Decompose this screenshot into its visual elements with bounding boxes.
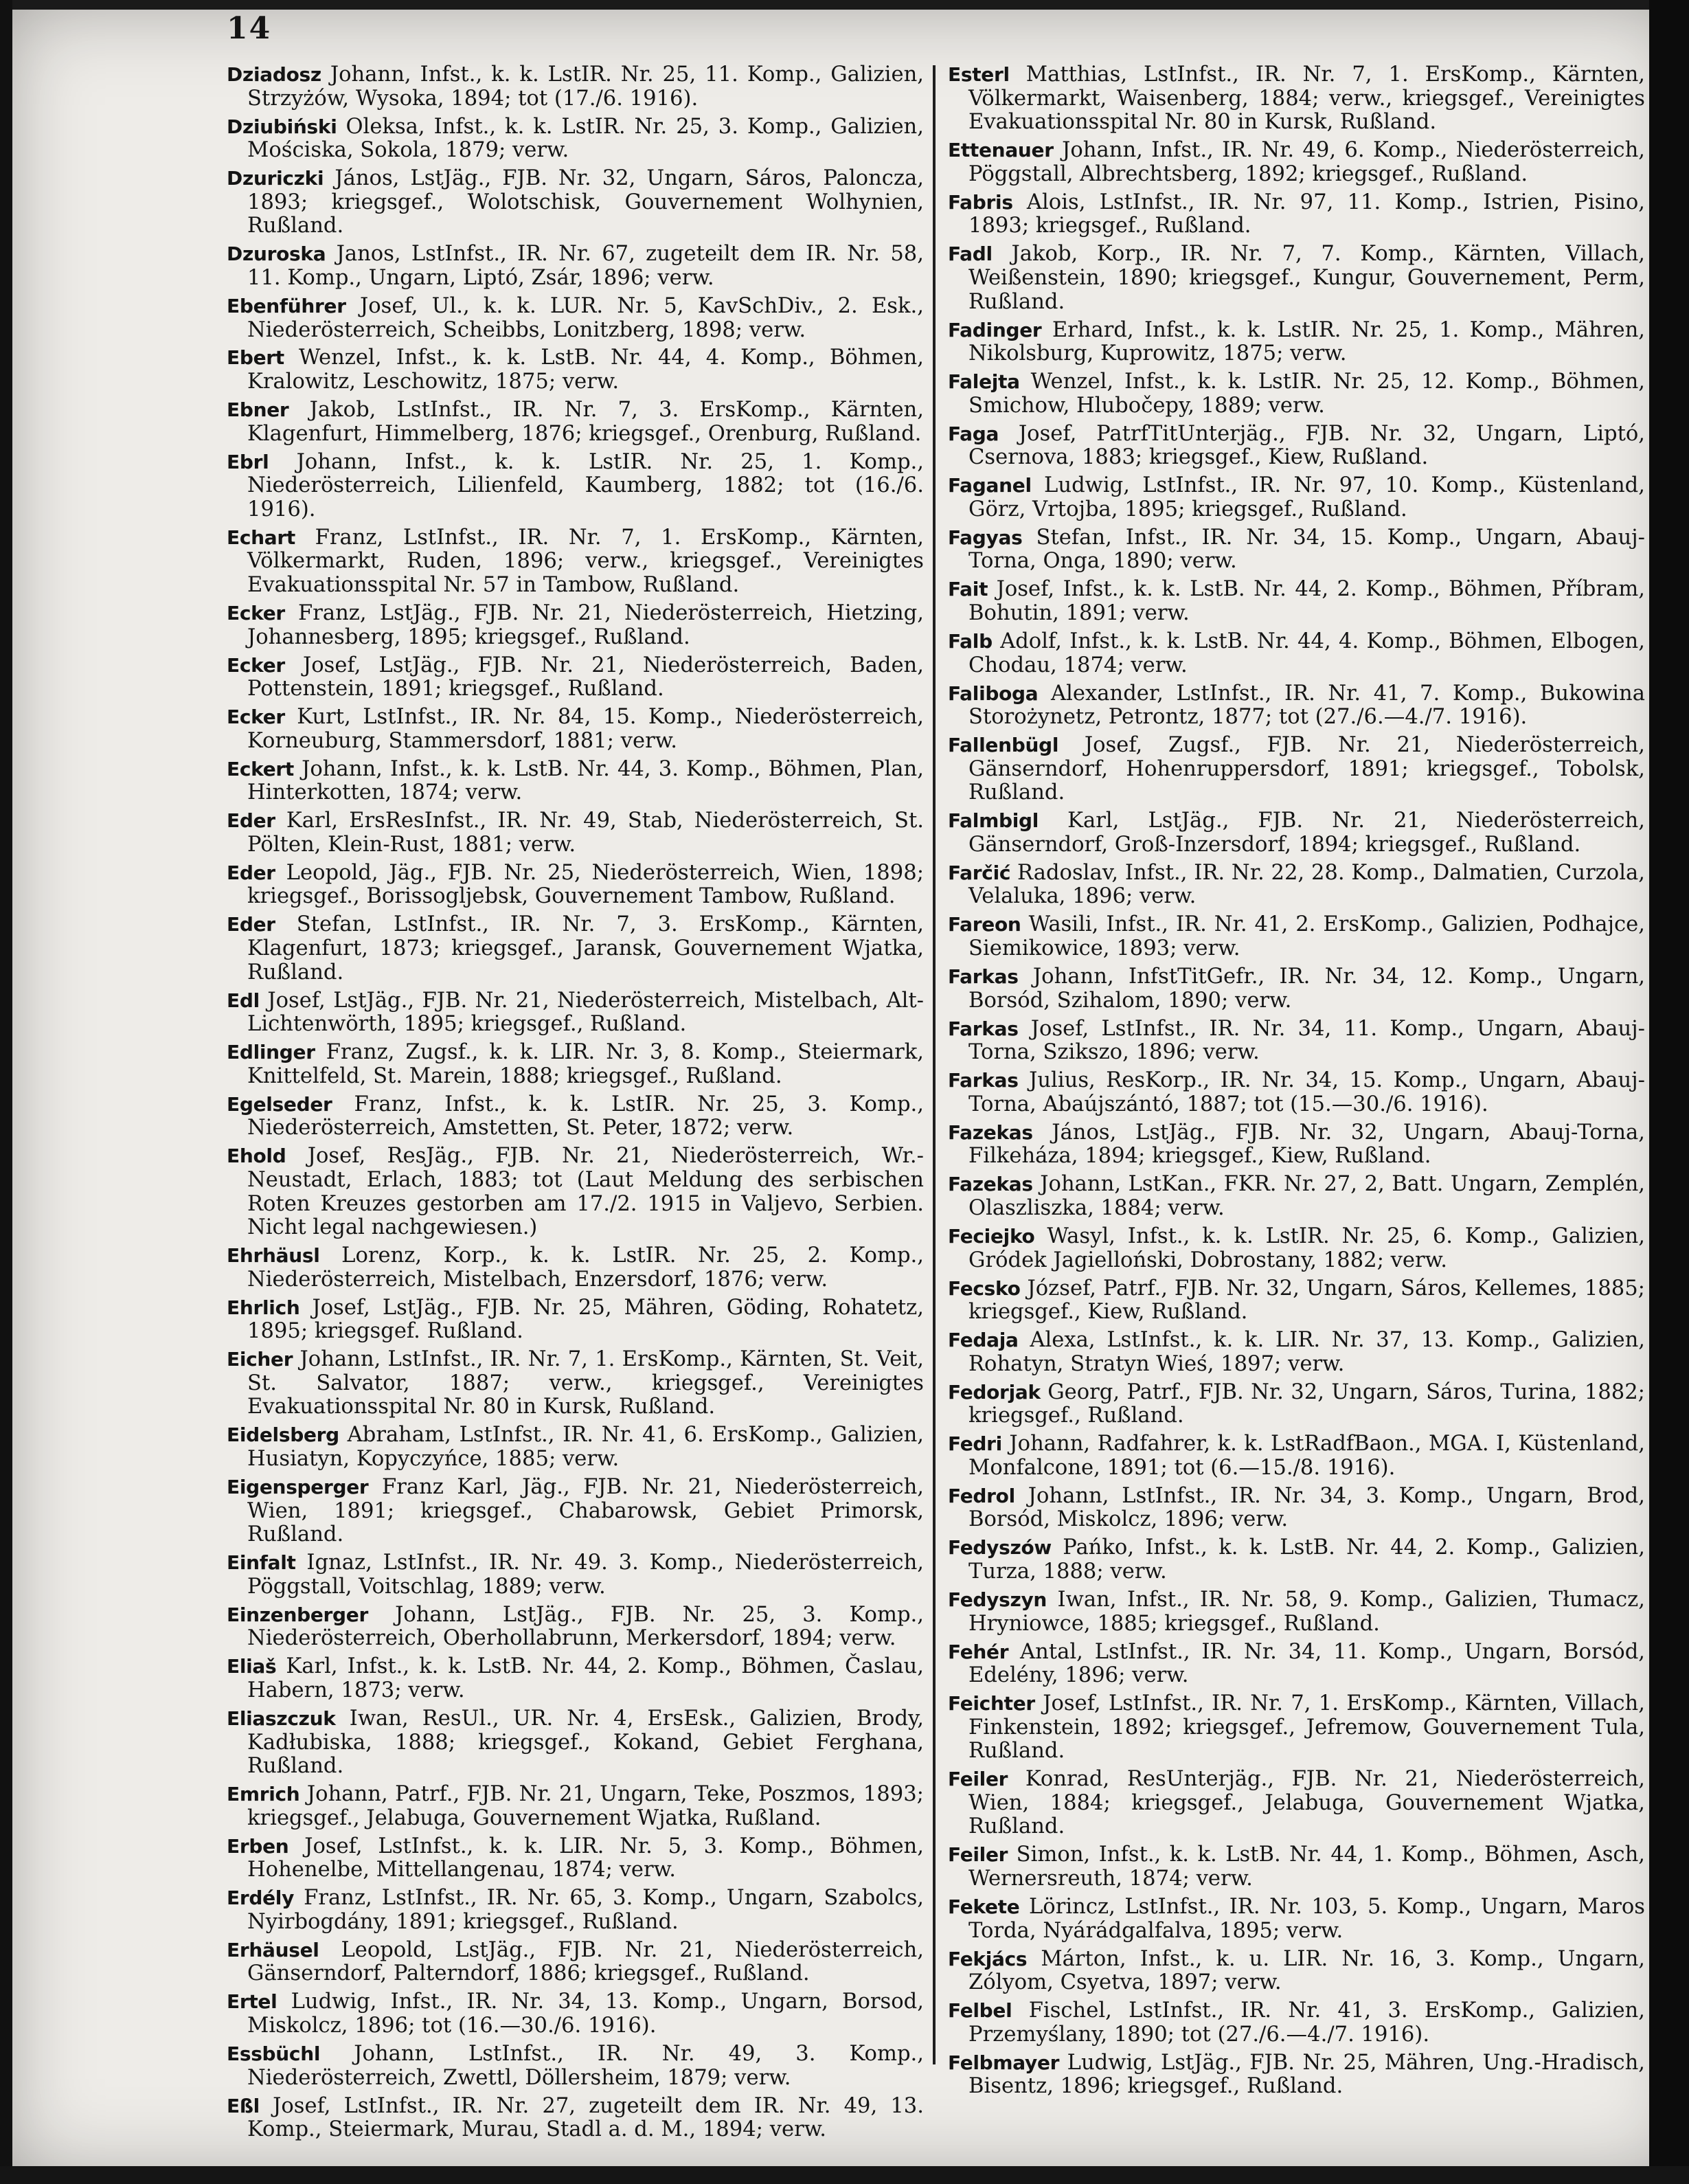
entry-surname: Farkas: [948, 1069, 1019, 1092]
list-entry: [948, 1948, 1645, 1995]
list-entry: [948, 1121, 1645, 1169]
list-entry: [227, 1244, 924, 1292]
list-entry: [948, 1895, 1645, 1943]
entry-details: Stefan, LstInfst., IR. Nr. 7, 3. ErsKomp., Kärnten, Klagenfurt, 1873; kriegsgef., Jaransk, Gouvernement Wjatka, Rußland.: [247, 912, 924, 984]
list-entry: [948, 1588, 1645, 1636]
entry-surname: Ebenführer: [227, 294, 346, 317]
entry-details: Franz, Zugsf., k. k. LIR. Nr. 3, 8. Komp., Steiermark, Knittelfeld, St. Marein, 1888; kriegsgef., Rußland.: [247, 1040, 924, 1088]
list-entry: [227, 1835, 924, 1882]
scan-edge-left: [0, 0, 12, 2184]
list-entry: [227, 1655, 924, 1702]
entry-surname: Ecker: [227, 601, 285, 624]
list-entry: [948, 319, 1645, 366]
entry-details: Ludwig, Infst., IR. Nr. 34, 13. Komp., Ungarn, Borsod, Miskolcz, 1896; tot (16.—30./6. 1916).: [247, 1990, 924, 2038]
entry-details: Josef, LstJäg., FJB. Nr. 21, Niederösterreich, Mistelbach, Alt-Lichtenwörth, 1895; kriegsgef., Rußland.: [247, 988, 924, 1037]
list-entry: [948, 1017, 1645, 1065]
entry-details: Oleksa, Infst., k. k. LstIR. Nr. 25, 3. Komp., Galizien, Mościska, Sokola, 1879; verw.: [247, 114, 924, 163]
entry-details: Johann, Infst., IR. Nr. 49, 6. Komp., Niederösterreich, Pöggstall, Albrechtsberg, 1892; kriegsgef., Rußland.: [968, 138, 1645, 186]
list-entry: [227, 167, 924, 238]
list-entry: [948, 1432, 1645, 1480]
list-entry: [948, 1536, 1645, 1584]
entry-details: Simon, Infst., k. k. LstB. Nr. 44, 1. Komp., Böhmen, Asch, Wernersreuth, 1874; verw.: [968, 1843, 1645, 1891]
entry-details: Josef, Infst., k. k. LstB. Nr. 44, 2. Komp., Böhmen, Příbram, Bohutin, 1891; verw.: [968, 577, 1645, 625]
entry-surname: Eder: [227, 861, 275, 884]
list-entry: [948, 243, 1645, 314]
entry-surname: Eidelsberg: [227, 1423, 339, 1447]
entry-details: Wenzel, Infst., k. k. LstB. Nr. 44, 4. Komp., Böhmen, Kralowitz, Leschowitz, 1875; verw.: [247, 346, 924, 394]
entry-details: Georg, Patrf., FJB. Nr. 32, Ungarn, Sáros, Turina, 1882; kriegsgef., Rußland.: [968, 1380, 1645, 1428]
entry-details: Josef, LstInfst., IR. Nr. 7, 1. ErsKomp., Kärnten, Villach, Finkenstein, 1892; kriegsgef., Jefremow, Gouvernement Tula, Rußland.: [968, 1691, 1645, 1764]
list-entry: [948, 1225, 1645, 1272]
entry-details: Julius, ResKorp., IR. Nr. 34, 15. Komp., Ungarn, Abauj-Torna, Abaújszántó, 1887; tot (15.—30./6. 1916).: [968, 1068, 1645, 1116]
list-entry: [948, 809, 1645, 857]
list-entry: [227, 1783, 924, 1830]
entry-surname: Egelseder: [227, 1092, 332, 1116]
entry-surname: Falmbigl: [948, 809, 1039, 833]
entry-details: Johann, LstInfst., IR. Nr. 49, 3. Komp., Niederösterreich, Zwettl, Döllersheim, 1879; verw.: [247, 2042, 924, 2090]
entry-surname: Fadl: [948, 243, 993, 266]
entry-details: Fischel, LstInfst., IR. Nr. 41, 3. ErsKomp., Galizien, Przemyślany, 1890; tot (27./6.—4./7. 1916).: [968, 1999, 1645, 2047]
entry-details: Ludwig, LstJäg., FJB. Nr. 25, Mähren, Ung.-Hradisch, Bisentz, 1896; kriegsgef., Rußland.: [968, 2050, 1645, 2099]
entry-surname: Fallenbügl: [948, 734, 1059, 757]
entry-surname: Ecker: [227, 653, 285, 677]
list-entry: [948, 913, 1645, 960]
entry-surname: Feichter: [948, 1692, 1035, 1715]
entry-surname: Ehrhäusl: [227, 1244, 320, 1268]
list-entry: [227, 346, 924, 394]
entry-details: Iwan, Infst., IR. Nr. 58, 9. Komp., Galizien, Tłumacz, Hryniowce, 1885; kriegsgef., Rußland.: [968, 1587, 1645, 1636]
list-entry: [227, 1041, 924, 1088]
entry-surname: Felbmayer: [948, 2051, 1060, 2074]
list-entry: [948, 1277, 1645, 1325]
list-entry: [948, 578, 1645, 625]
entry-details: Wasili, Infst., IR. Nr. 41, 2. ErsKomp., Galizien, Podhajce, Siemikowice, 1893; verw.: [968, 912, 1646, 961]
entry-details: Johann, Infst., k. k. LstIR. Nr. 25, 11. Komp., Galizien, Strzyżów, Wysoka, 1894; tot (17./6. 1916).: [247, 63, 924, 111]
entry-details: Lörincz, LstInfst., IR. Nr. 103, 5. Komp., Ungarn, Maros Torda, Nyárádgalfalva, 1895; verw.: [968, 1895, 1646, 1943]
entry-details: Alois, LstInfst., IR. Nr. 97, 11. Komp., Istrien, Pisino, 1893; kriegsgef., Rußland.: [968, 190, 1645, 238]
entry-surname: Fedorjak: [948, 1380, 1041, 1404]
entry-details: Janos, LstInfst., IR. Nr. 67, zugeteilt dem IR. Nr. 58, 11. Komp., Ungarn, Liptó, Zsár, 1896; verw.: [247, 242, 924, 290]
list-entry: [948, 1641, 1645, 1688]
entry-details: Leopold, Jäg., FJB. Nr. 25, Niederösterreich, Wien, 1898; kriegsgef., Borissogljebsk, Gouvernement Tambow, Rußland.: [247, 860, 924, 909]
entry-details: Karl, LstJäg., FJB. Nr. 21, Niederösterreich, Gänserndorf, Groß-Inzersdorf, 1894; kriegsgef., Rußland.: [968, 809, 1645, 857]
entry-surname: Feciejko: [948, 1224, 1035, 1248]
entry-details: Márton, Infst., k. u. LIR. Nr. 16, 3. Komp., Ungarn, Zólyom, Csyetva, 1897; verw.: [968, 1946, 1645, 1995]
entry-surname: Edl: [227, 989, 260, 1012]
list-entry: [227, 1145, 924, 1239]
list-entry: [227, 602, 924, 649]
entry-details: Josef, LstJäg., FJB. Nr. 21, Niederösterreich, Baden, Pottenstein, 1891; kriegsgef., Rußland.: [247, 653, 924, 701]
entry-details: Josef, Ul., k. k. LUR. Nr. 5, KavSchDiv., 2. Esk., Niederösterreich, Scheibbs, Lonitzberg, 1898; verw.: [247, 293, 924, 342]
entry-details: Wenzel, Infst., k. k. LstIR. Nr. 25, 12. Komp., Böhmen, Smichow, Hlubočepy, 1889; verw.: [968, 370, 1645, 418]
entry-details: Radoslav, Infst., IR. Nr. 22, 28. Komp., Dalmatien, Curzola, Velaluka, 1896; verw.: [968, 860, 1645, 909]
entry-surname: Fazekas: [948, 1173, 1033, 1196]
list-entry: [948, 1843, 1645, 1891]
list-entry: [227, 862, 924, 909]
list-entry: [948, 474, 1645, 521]
entry-details: Johann, Radfahrer, k. k. LstRadfBaon., MGA. I, Küstenland, Monfalcone, 1891; tot (6.—15./8. 1916).: [968, 1432, 1645, 1480]
list-entry: [227, 1707, 924, 1779]
entry-details: Lorenz, Korp., k. k. LstIR. Nr. 25, 2. Komp., Niederösterreich, Mistelbach, Enzersdorf, 1876; verw.: [247, 1243, 924, 1292]
entry-surname: Einzenberger: [227, 1603, 368, 1626]
list-entry: [948, 526, 1645, 574]
entry-details: Josef, PatrfTitUnterjäg., FJB. Nr. 32, Ungarn, Liptó, Csernova, 1883; kriegsgef., Kiew, Rußland.: [968, 421, 1646, 470]
entry-surname: Fecsko: [948, 1276, 1021, 1300]
entry-details: Johann, Patrf., FJB. Nr. 21, Ungarn, Teke, Poszmos, 1893; kriegsgef., Jelabuga, Gouvernement Wjatka, Rußland.: [247, 1782, 924, 1830]
entry-details: Johann, Infst., k. k. LstB. Nr. 44, 3. Komp., Böhmen, Plan, Hinterkotten, 1874; verw.: [247, 756, 924, 805]
entry-details: Alexa, LstInfst., k. k. LIR. Nr. 37, 13. Komp., Galizien, Rohatyn, Stratyn Wieś, 1897; verw.: [968, 1328, 1646, 1376]
entry-details: Johann, LstInfst., IR. Nr. 7, 1. ErsKomp., Kärnten, St. Veit, St. Salvator, 1887; verw., kriegsgef., Vereinigtes Evakuationsspital Nr. 80 in Kursk, Rußland.: [247, 1347, 924, 1419]
entry-surname: Faganel: [948, 474, 1032, 497]
entry-surname: Einfalt: [227, 1551, 296, 1575]
entry-surname: Ertel: [227, 1990, 277, 2014]
list-entry: [227, 115, 924, 163]
list-entry: [948, 139, 1645, 186]
entry-surname: Dzuroska: [227, 243, 326, 266]
entry-surname: Feiler: [948, 1768, 1008, 1791]
entry-details: Karl, ErsResInfst., IR. Nr. 49, Stab, Niederösterreich, St. Pölten, Klein-Rust, 1881; verw.: [247, 809, 924, 857]
entry-surname: Ehrlich: [227, 1296, 300, 1319]
entry-details: Alexander, LstInfst., IR. Nr. 41, 7. Komp., Bukowina Storożynetz, Petrontz, 1877; tot (27./6.—4./7. 1916).: [968, 681, 1645, 730]
list-entry: [227, 526, 924, 598]
list-entry: [948, 423, 1645, 470]
list-entry: [227, 1476, 924, 1547]
entry-surname: Falejta: [948, 370, 1020, 394]
list-entry: [948, 1692, 1645, 1764]
scan-edge-right: [1649, 0, 1689, 2184]
entry-surname: Felbel: [948, 1999, 1012, 2023]
entry-details: Ignaz, LstInfst., IR. Nr. 49. 3. Komp., Niederösterreich, Pöggstall, Voitschlag, 1889; verw.: [247, 1551, 924, 1599]
entry-surname: Feiler: [948, 1843, 1008, 1867]
entry-details: Franz Karl, Jäg., FJB. Nr. 21, Niederösterreich, Wien, 1891; kriegsgef., Chabarowsk, Gebiet Primorsk, Rußland.: [247, 1475, 924, 1547]
entry-surname: Fedaja: [948, 1329, 1019, 1352]
entry-surname: Ebert: [227, 346, 284, 370]
entry-details: Iwan, ResUl., UR. Nr. 4, ErsEsk., Galizien, Brody, Kadłubiska, 1888; kriegsgef., Kokand, Gebiet Ferghana, Rußland.: [247, 1706, 924, 1779]
entry-details: Erhard, Infst., k. k. LstIR. Nr. 25, 1. Komp., Mähren, Nikolsburg, Kuprowitz, 1875; verw.: [968, 317, 1645, 366]
list-entry: [227, 1603, 924, 1651]
list-entry: [227, 2095, 924, 2142]
column-divider: [933, 65, 936, 2064]
entry-surname: Ehold: [227, 1145, 286, 1168]
entry-details: Ludwig, LstInfst., IR. Nr. 97, 10. Komp., Küstenland, Görz, Vrtojba, 1895; kriegsgef., Rußland.: [968, 473, 1645, 521]
list-entry: [948, 191, 1645, 238]
left-column: [227, 63, 924, 2146]
entry-surname: Fedrol: [948, 1484, 1015, 1507]
entry-surname: Dzuriczki: [227, 167, 324, 190]
list-entry: [227, 809, 924, 857]
entry-details: Jakob, LstInfst., IR. Nr. 7, 3. ErsKomp., Kärnten, Klagenfurt, Himmelberg, 1876; kriegsgef., Orenburg, Rußland.: [247, 398, 924, 446]
list-entry: [227, 706, 924, 753]
list-entry: [948, 682, 1645, 730]
entry-surname: Eigensperger: [227, 1476, 369, 1499]
list-entry: [227, 63, 924, 111]
list-entry: [948, 63, 1645, 135]
entry-details: Josef, LstInfst., IR. Nr. 27, zugeteilt dem IR. Nr. 49, 13. Komp., Steiermark, Murau, Stadl a. d. M., 1894; verw.: [247, 2093, 924, 2142]
right-column: [948, 63, 1645, 2103]
entry-details: Johann, LstKan., FKR. Nr. 27, 2, Batt. Ungarn, Zemplén, Olaszliszka, 1884; verw.: [968, 1172, 1645, 1220]
entry-surname: Eicher: [227, 1348, 293, 1371]
list-entry: [948, 1768, 1645, 1839]
entry-surname: Eder: [227, 809, 275, 833]
list-entry: [227, 398, 924, 446]
entry-details: Jakob, Korp., IR. Nr. 7, 7. Komp., Kärnten, Villach, Weißenstein, 1890; kriegsgef., Kungur, Gouvernement, Perm, Rußland.: [968, 242, 1645, 314]
list-entry: [227, 1551, 924, 1599]
list-entry: [227, 1296, 924, 1344]
entry-details: Johann, InfstTitGefr., IR. Nr. 34, 12. Komp., Ungarn, Borsód, Szihalom, 1890; verw.: [968, 965, 1645, 1013]
entry-details: Johann, Infst., k. k. LstIR. Nr. 25, 1. Komp., Niederösterreich, Lilienfeld, Kaumberg, 1882; tot (16./6. 1916).: [247, 449, 924, 521]
list-entry: [948, 1069, 1645, 1116]
entry-details: Josef, LstInfst., IR. Nr. 34, 11. Komp., Ungarn, Abauj-Torna, Szikszo, 1896; verw.: [968, 1016, 1645, 1065]
entry-details: Adolf, Infst., k. k. LstB. Nr. 44, 4. Komp., Böhmen, Elbogen, Chodau, 1874; verw.: [968, 629, 1645, 677]
list-entry: [227, 1887, 924, 1934]
page-number: 14: [227, 11, 272, 46]
entry-details: Franz, LstInfst., IR. Nr. 65, 3. Komp., Ungarn, Szabolcs, Nyirbogdány, 1891; kriegsgef., Rußland.: [247, 1886, 924, 1934]
entry-surname: Fait: [948, 578, 988, 601]
entry-surname: Ebner: [227, 398, 289, 422]
entry-surname: Erhäusel: [227, 1938, 319, 1961]
list-entry: [227, 989, 924, 1037]
list-entry: [948, 2051, 1645, 2099]
list-entry: [227, 243, 924, 290]
entry-details: Pańko, Infst., k. k. LstB. Nr. 44, 2. Komp., Galizien, Turza, 1888; verw.: [968, 1535, 1645, 1584]
entry-details: Johann, LstInfst., IR. Nr. 34, 3. Komp., Ungarn, Brod, Borsód, Miskolcz, 1896; verw.: [968, 1483, 1645, 1532]
entry-surname: Eder: [227, 913, 275, 936]
entry-surname: Fabris: [948, 190, 1013, 214]
entry-details: Josef, Zugsf., FJB. Nr. 21, Niederösterreich, Gänserndorf, Hohenruppersdorf, 1891; kriegsgef., Tobolsk, Rußland.: [968, 733, 1645, 805]
entry-surname: Fekete: [948, 1895, 1020, 1919]
entry-details: Karl, Infst., k. k. LstB. Nr. 44, 2. Komp., Böhmen, Časlau, Habern, 1873; verw.: [247, 1654, 924, 1702]
entry-details: Franz, LstInfst., IR. Nr. 7, 1. ErsKomp., Kärnten, Völkermarkt, Ruden, 1896; verw., kriegsgef., Vereinigtes Evakuationsspital Nr. 57 in Tambow, Rußland.: [247, 525, 925, 597]
entry-details: János, LstJäg., FJB. Nr. 32, Ungarn, Sáros, Paloncza, 1893; kriegsgef., Wolotschisk, Gouvernement Wolhynien, Rußland.: [247, 166, 924, 238]
entry-details: Franz, Infst., k. k. LstIR. Nr. 25, 3. Komp., Niederösterreich, Amstetten, St. Peter, 1872; verw.: [247, 1092, 924, 1140]
entry-surname: Dziubiński: [227, 115, 337, 138]
entry-surname: Farčić: [948, 861, 1011, 884]
entry-surname: Faliboga: [948, 682, 1039, 705]
entry-details: Wasyl, Infst., k. k. LstIR. Nr. 25, 6. Komp., Galizien, Gródek Jagielloński, Dobrostany, 1882; verw.: [968, 1224, 1645, 1272]
entry-surname: Essbüchl: [227, 2042, 321, 2065]
entry-surname: Erben: [227, 1834, 289, 1858]
list-entry: [948, 630, 1645, 677]
scan-edge-top: [0, 0, 1689, 10]
entry-details: Kurt, LstInfst., IR. Nr. 84, 15. Komp., Niederösterreich, Korneuburg, Stammersdorf, 1881; verw.: [247, 705, 924, 753]
scan-edge-bottom: [0, 2166, 1689, 2184]
entry-surname: Eliaszczuk: [227, 1707, 336, 1730]
list-entry: [227, 758, 924, 805]
entry-surname: Falb: [948, 629, 993, 653]
list-entry: [948, 965, 1645, 1013]
entry-details: János, LstJäg., FJB. Nr. 32, Ungarn, Abauj-Torna, Filkeháza, 1894; kriegsgef., Kiew, Rußland.: [968, 1120, 1645, 1169]
entry-details: Josef, LstInfst., k. k. LIR. Nr. 5, 3. Komp., Böhmen, Hohenelbe, Mittellangenau, 1874; verw.: [247, 1834, 924, 1882]
list-entry: [948, 370, 1645, 418]
entry-details: Josef, LstJäg., FJB. Nr. 25, Mähren, Göding, Rohatetz, 1895; kriegsgef. Rußland.: [247, 1295, 924, 1344]
list-entry: [948, 1999, 1645, 2047]
list-entry: [227, 1939, 924, 1986]
entry-surname: Eßl: [227, 2094, 260, 2117]
list-entry: [227, 1348, 924, 1419]
entry-surname: Fehér: [948, 1640, 1009, 1663]
entry-surname: Echart: [227, 526, 295, 549]
entry-surname: Faga: [948, 422, 999, 445]
entry-details: Franz, LstJäg., FJB. Nr. 21, Niederösterreich, Hietzing, Johannesberg, 1895; kriegsgef., Rußland.: [247, 600, 924, 649]
entry-surname: Eliaš: [227, 1655, 277, 1678]
list-entry: [227, 654, 924, 701]
entry-surname: Fareon: [948, 913, 1021, 936]
entry-surname: Emrich: [227, 1783, 300, 1806]
entry-surname: Fedri: [948, 1432, 1002, 1456]
list-entry: [227, 451, 924, 522]
list-entry: [948, 734, 1645, 805]
entry-details: József, Patrf., FJB. Nr. 32, Ungarn, Sáros, Kellemes, 1885; kriegsgef., Kiew, Rußland.: [968, 1276, 1645, 1325]
list-entry: [948, 1381, 1645, 1428]
entry-surname: Edlinger: [227, 1041, 315, 1064]
entry-surname: Ebrl: [227, 450, 269, 473]
list-entry: [227, 2042, 924, 2090]
entry-surname: Erdély: [227, 1887, 295, 1910]
entry-surname: Eckert: [227, 757, 294, 780]
entry-surname: Ettenauer: [948, 139, 1054, 162]
entry-details: Matthias, LstInfst., IR. Nr. 7, 1. ErsKomp., Kärnten, Völkermarkt, Waisenberg, 1884; verw., kriegsgef., Vereinigtes Evakuationsspital Nr. 80 in Kursk, Rußland.: [968, 63, 1645, 135]
list-entry: [227, 1423, 924, 1471]
entry-surname: Fadinger: [948, 318, 1042, 341]
entry-details: Johann, LstJäg., FJB. Nr. 25, 3. Komp., Niederösterreich, Oberhollabrunn, Merkersdorf, 1894; verw.: [247, 1602, 924, 1651]
entry-details: Antal, LstInfst., IR. Nr. 34, 11. Komp., Ungarn, Borsód, Edelény, 1896; verw.: [968, 1639, 1646, 1688]
list-entry: [227, 295, 924, 342]
entry-surname: Fedyszyn: [948, 1588, 1047, 1611]
entry-details: Josef, ResJäg., FJB. Nr. 21, Niederösterreich, Wr.-Neustadt, Erlach, 1883; tot (Laut Meldung des serbischen Roten Kreuzes gestorben am 17./2. 1915 in Valjevo, Serbien. Nicht legal nachgewiesen.): [247, 1144, 924, 1240]
entry-surname: Dziadosz: [227, 63, 321, 86]
entry-details: Abraham, LstInfst., IR. Nr. 41, 6. ErsKomp., Galizien, Husiatyn, Kopyczyńce, 1885; verw.: [247, 1423, 924, 1472]
list-entry: [948, 1329, 1645, 1376]
list-entry: [948, 1485, 1645, 1532]
entry-surname: Ecker: [227, 706, 285, 729]
entry-surname: Fagyas: [948, 526, 1023, 549]
list-entry: [948, 1173, 1645, 1220]
entry-surname: Esterl: [948, 63, 1010, 86]
entry-surname: Farkas: [948, 1017, 1019, 1040]
entry-surname: Fekjács: [948, 1947, 1028, 1970]
list-entry: [948, 862, 1645, 909]
list-entry: [227, 1093, 924, 1140]
entry-surname: Farkas: [948, 965, 1019, 989]
list-entry: [227, 913, 924, 984]
list-entry: [227, 1990, 924, 2038]
entry-surname: Fedyszów: [948, 1536, 1052, 1560]
entry-details: Leopold, LstJäg., FJB. Nr. 21, Niederösterreich, Gänserndorf, Palterndorf, 1886; kriegsgef., Rußland.: [247, 1937, 924, 1986]
entry-details: Stefan, Infst., IR. Nr. 34, 15. Komp., Ungarn, Abauj-Torna, Onga, 1890; verw.: [968, 525, 1646, 574]
entry-surname: Fazekas: [948, 1121, 1033, 1144]
entry-details: Konrad, ResUnterjäg., FJB. Nr. 21, Niederösterreich, Wien, 1884; kriegsgef., Jelabuga, Gouvernement Wjatka, Rußland.: [968, 1767, 1645, 1839]
